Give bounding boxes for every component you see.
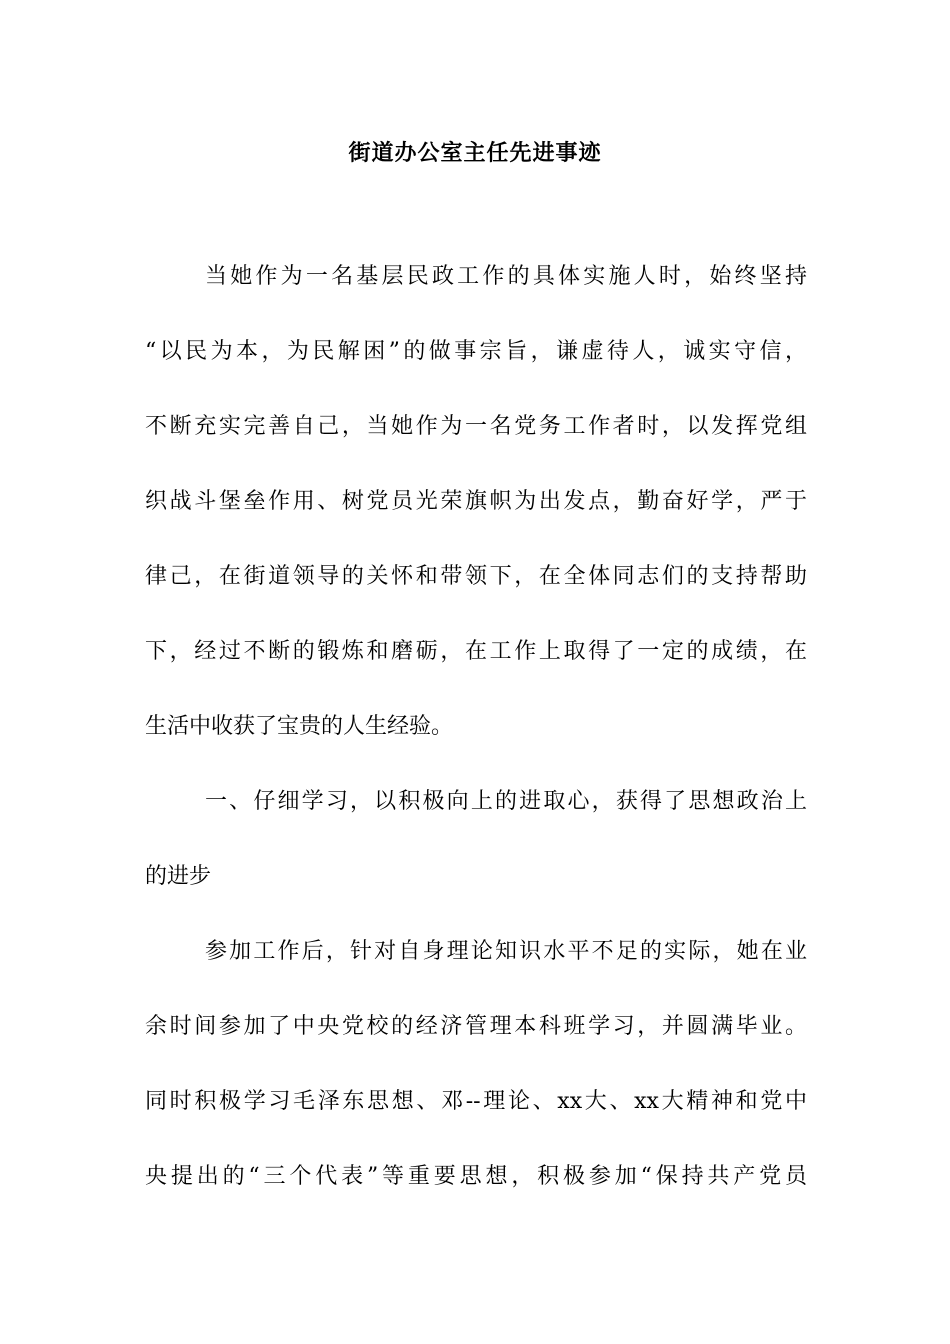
section-heading-line: 的进步	[145, 864, 212, 889]
paragraph-line: 下，经过不断的锻炼和磨砺，在工作上取得了一定的成绩，在	[145, 639, 807, 664]
document-title: 街道办公室主任先进事迹	[348, 140, 602, 166]
section-heading-line: 一、仔细学习，以积极向上的进取心，获得了思想政治上	[205, 789, 807, 814]
paragraph-line: 律己，在街道领导的关怀和带领下，在全体同志们的支持帮助	[145, 564, 807, 589]
paragraph-line: 央提出的“三个代表”等重要思想，积极参加“保持共产党员	[145, 1164, 807, 1189]
document-body	[145, 239, 807, 1214]
paragraph-line: 不断充实完善自己，当她作为一名党务工作者时，以发挥党组	[145, 414, 807, 439]
paragraph-line: 织战斗堡垒作用、树党员光荣旗帜为出发点，勤奋好学，严于	[145, 489, 807, 514]
paragraph-line: 参加工作后，针对自身理论知识水平不足的实际，她在业	[205, 939, 807, 964]
paragraph-line: 同时积极学习毛泽东思想、邓--理论、xx大、xx大精神和党中	[145, 1089, 807, 1114]
paragraph-line: “以民为本，为民解困”的做事宗旨，谦虚待人，诚实守信，	[145, 339, 807, 364]
paragraph-line: 余时间参加了中央党校的经济管理本科班学习，并圆满毕业。	[145, 1014, 807, 1039]
paragraph-line: 当她作为一名基层民政工作的具体实施人时，始终坚持	[205, 264, 807, 289]
paragraph-line: 生活中收获了宝贵的人生经验。	[145, 714, 454, 739]
